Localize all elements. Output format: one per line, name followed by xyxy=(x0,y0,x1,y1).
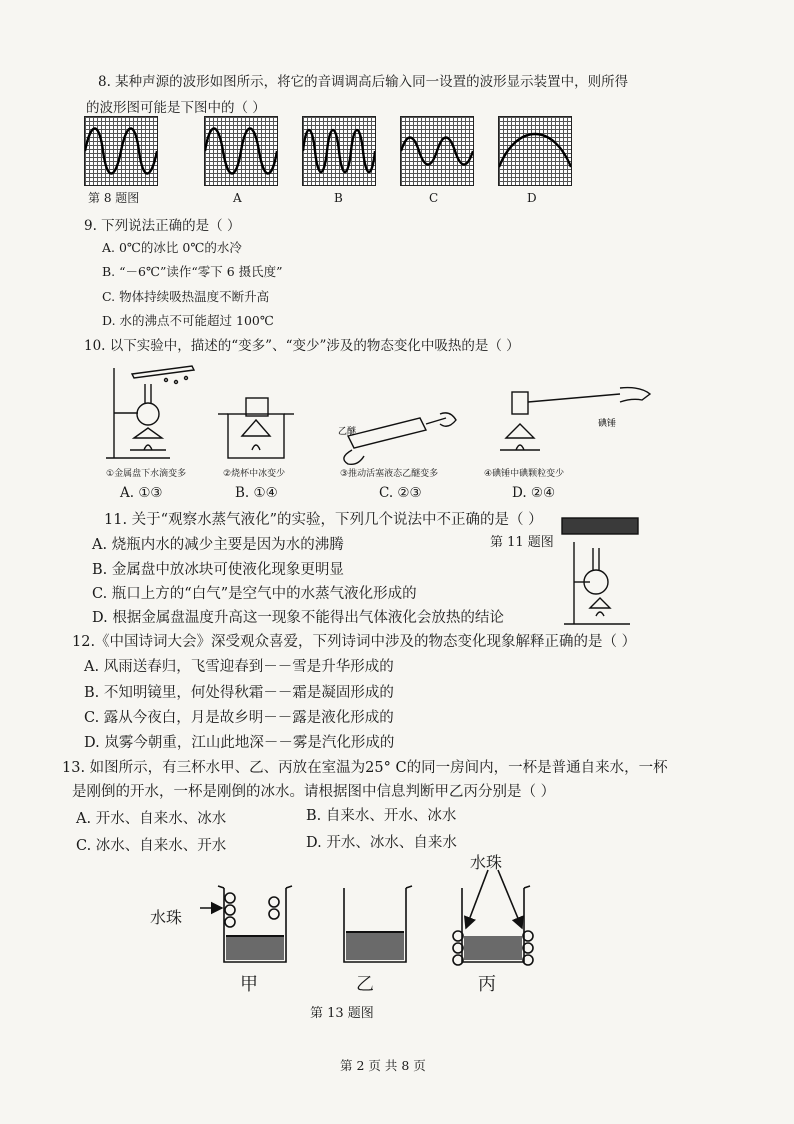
q12-option-b: B. 不知明镜里，何处得秋霜－－霜是凝固形成的 xyxy=(84,685,394,701)
q10-caption-3: ③推动活塞液态乙醚变多 xyxy=(340,469,439,479)
q13-label-droplets-top: 水珠 xyxy=(470,853,503,872)
page-number: 第 2 页 共 8 页 xyxy=(340,1058,426,1073)
q11-option-d: D. 根据金属盘温度升高这一现象不能得出气体液化会放热的结论 xyxy=(92,610,504,626)
q11-option-a: A. 烧瓶内水的减少主要是因为水的沸腾 xyxy=(92,537,344,553)
q11-stem: 11. 关于“观察水蒸气液化”的实验，下列几个说法中不正确的是（ ） xyxy=(104,512,543,528)
q8-option-d-waveform xyxy=(498,116,572,186)
q9-option-b: B. “－6℃”读作“零下 6 摄氏度” xyxy=(102,264,283,279)
q10-option-d: D. ②④ xyxy=(512,485,556,501)
q13-cup-label-yi: 乙 xyxy=(356,974,374,995)
q13-option-b: B. 自来水、开水、冰水 xyxy=(306,808,457,824)
q8-source-waveform xyxy=(84,116,158,186)
q9-stem: 9. 下列说法正确的是（ ） xyxy=(84,218,241,234)
q13-option-c: C. 冰水、自来水、开水 xyxy=(76,838,227,854)
q10-option-b: B. ①④ xyxy=(235,485,278,501)
q8-stem-line2: 的波形图可能是下图中的（ ） xyxy=(86,100,266,116)
q8-stem-line1: 8. 某种声源的波形如图所示，将它的音调调高后输入同一设置的波形显示装置中，则所得 xyxy=(98,74,629,90)
q8-option-b-waveform xyxy=(302,116,376,186)
q12-stem: 12.《中国诗词大会》深受观众喜爱，下列诗词中涉及的物态变化现象解释正确的是（ ） xyxy=(72,634,637,650)
q9-option-d: D. 水的沸点不可能超过 100℃ xyxy=(102,313,274,328)
q10-label-iodine: 碘锤 xyxy=(598,419,617,429)
q9-option-c: C. 物体持续吸热温度不断升高 xyxy=(102,289,270,304)
q13-cup-label-jia: 甲 xyxy=(240,974,258,995)
q13-stem-line2: 是刚倒的开水，一杯是刚倒的冰水。请根据图中信息判断甲乙丙分别是（ ） xyxy=(72,784,556,800)
q11-figure-caption: 第 11 题图 xyxy=(490,535,554,550)
q8-label-d: D xyxy=(527,191,537,205)
q13-option-a: A. 开水、自来水、冰水 xyxy=(76,811,227,827)
q12-option-c: C. 露从今夜白，月是故乡明－－露是液化形成的 xyxy=(84,710,394,726)
q8-label-c: C xyxy=(429,191,439,205)
q8-label-a: A xyxy=(233,191,242,205)
q10-stem: 10. 以下实验中，描述的“变多”、“变少”涉及的物态变化中吸热的是（ ） xyxy=(84,338,520,354)
q13-stem-line1: 13. 如图所示，有三杯水甲、乙、丙放在室温为25° C的同一房间内，一杯是普通自来水，一杯 xyxy=(62,760,668,776)
q10-option-a: A. ①③ xyxy=(120,485,163,501)
q10-caption-4: ④碘锤中碘颗粒变少 xyxy=(484,469,565,479)
q11-option-c: C. 瓶口上方的“白气”是空气中的水蒸气液化形成的 xyxy=(92,586,417,602)
q8-label-b: B xyxy=(334,191,343,205)
q13-figure-caption: 第 13 题图 xyxy=(310,1006,374,1021)
q10-caption-1: ①金属盘下水滴变多 xyxy=(106,469,187,479)
q11-apparatus-figure xyxy=(560,512,640,628)
q11-option-b: B. 金属盘中放冰块可使液化现象更明显 xyxy=(92,562,344,578)
q13-cup-label-bing: 丙 xyxy=(478,974,496,995)
q13-option-d: D. 开水、冰水、自来水 xyxy=(306,835,457,851)
q10-label-ether: 乙醚 xyxy=(338,427,357,437)
q8-figure-caption: 第 8 题图 xyxy=(88,191,140,205)
q10-option-c: C. ②③ xyxy=(379,485,422,501)
q8-option-c-waveform xyxy=(400,116,474,186)
q8-option-a-waveform xyxy=(204,116,278,186)
q13-beakers-figure xyxy=(200,866,560,976)
q9-option-a: A. 0℃的冰比 0℃的水冷 xyxy=(102,240,242,255)
q10-caption-2: ②烧杯中冰变少 xyxy=(223,469,286,479)
q10-experiment-figures xyxy=(100,358,660,468)
q12-option-d: D. 岚雾今朝重，江山此地深－－雾是汽化形成的 xyxy=(84,735,395,751)
q13-label-droplets-left: 水珠 xyxy=(150,908,183,927)
q12-option-a: A. 风雨送春归，飞雪迎春到－－雪是升华形成的 xyxy=(84,659,394,675)
